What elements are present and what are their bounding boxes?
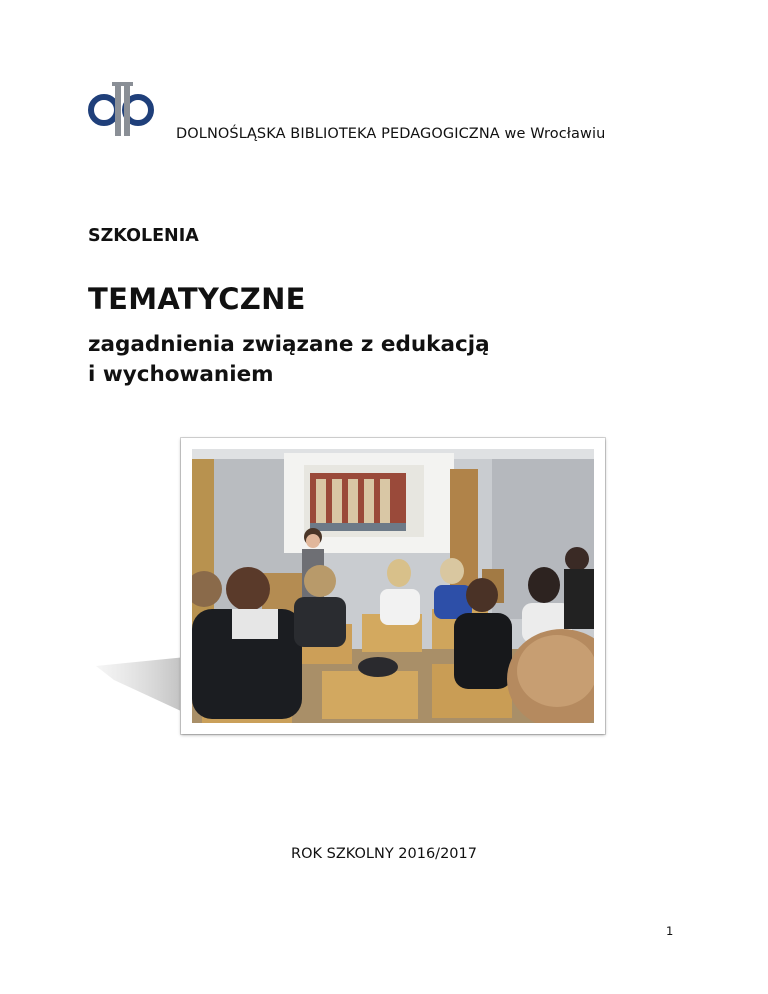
document-subtitle (88, 330, 608, 390)
category-label: SZKOLENIA (88, 226, 199, 246)
subtitle-line-1: zagadnienia związane z edukacją (88, 332, 490, 357)
school-year: ROK SZKOLNY 2016/2017 (291, 846, 477, 862)
page-number: 1 (666, 924, 674, 938)
training-session-photo (181, 438, 605, 734)
document-title: TEMATYCZNE (88, 282, 306, 316)
subtitle-line-2: i wychowaniem (88, 362, 274, 387)
institution-name: DOLNOŚLĄSKA BIBLIOTEKA PEDAGOGICZNA we Wrocławiu (176, 126, 606, 142)
dbp-logo-icon (88, 80, 156, 142)
